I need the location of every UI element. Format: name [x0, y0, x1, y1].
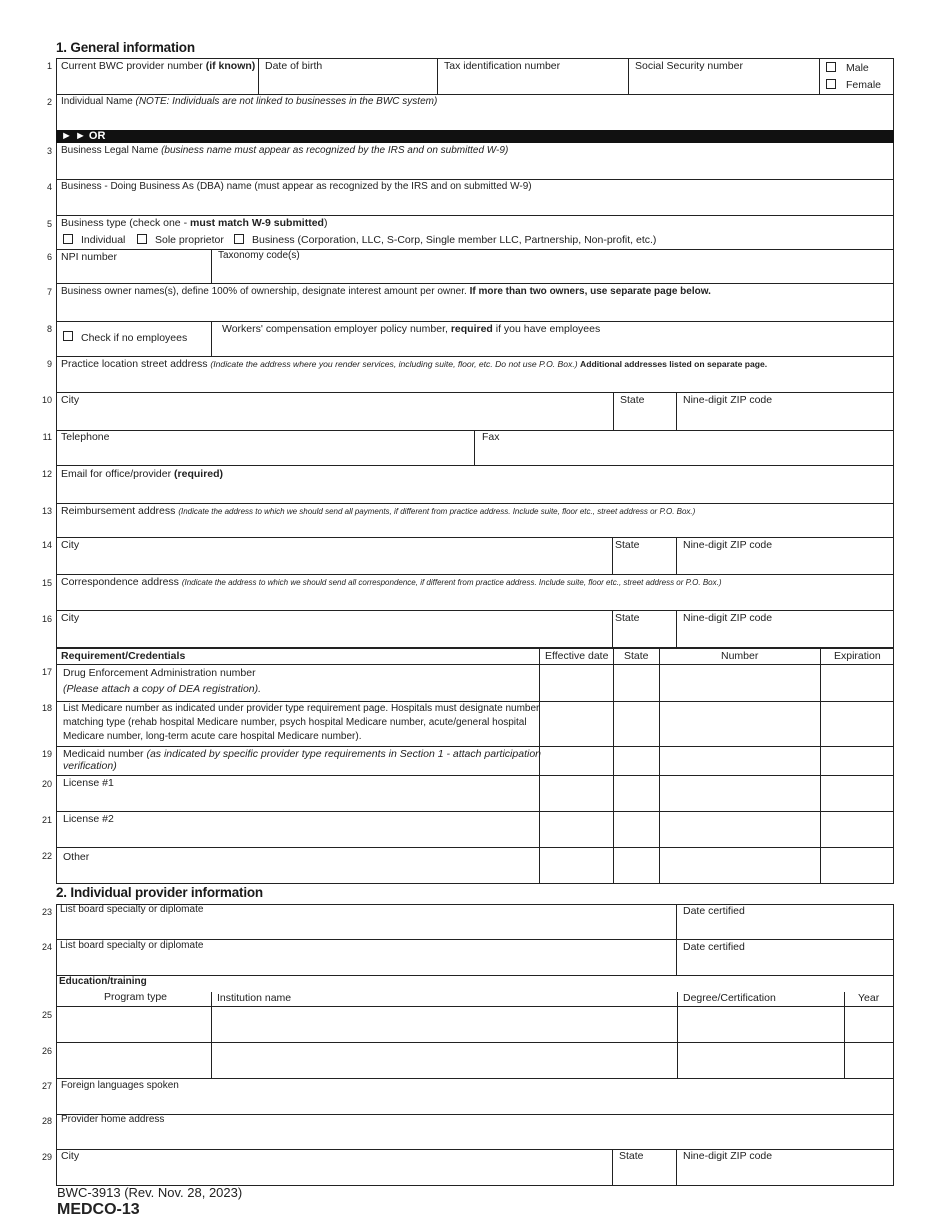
date-certified-2-field[interactable]: Date certified	[683, 941, 745, 953]
home-state-field[interactable]: State	[619, 1150, 644, 1162]
female-checkbox[interactable]	[826, 79, 836, 89]
provider-home-address-field[interactable]: Provider home address	[61, 1114, 165, 1125]
date-certified-1-field[interactable]: Date certified	[683, 905, 745, 917]
home-zip-field[interactable]: Nine-digit ZIP code	[683, 1150, 773, 1162]
other-credential-row: Other	[63, 851, 90, 863]
sole-proprietor-checkbox[interactable]	[137, 234, 147, 244]
program-type-1-input[interactable]	[57, 1007, 210, 1041]
institution-1-input[interactable]	[212, 1007, 676, 1041]
correspondence-city-field[interactable]: City	[61, 612, 80, 624]
business-legal-name-field[interactable]: Business Legal Name (business name must appear as recognized by the IRS and on submitted W-9)	[61, 145, 509, 156]
medicare-number-row: List Medicare number as indicated under provider type requirement page. Hospitals must designate number	[63, 703, 540, 714]
education-title: Education/training	[59, 976, 147, 987]
institution-header: Institution name	[217, 992, 292, 1004]
no-employees-checkbox[interactable]	[63, 331, 73, 341]
form-code: MEDCO-13	[57, 1201, 140, 1218]
npi-number-field[interactable]: NPI number	[61, 251, 118, 263]
board-specialty-2-field[interactable]: List board specialty or diplomate	[60, 940, 204, 951]
provider-number-field[interactable]: Current BWC provider number (if known)	[61, 60, 256, 72]
reimbursement-zip-field[interactable]: Nine-digit ZIP code	[683, 539, 773, 551]
practice-city-field[interactable]: City	[61, 394, 80, 406]
business-checkbox[interactable]	[234, 234, 244, 244]
female-label: Female	[846, 79, 882, 91]
dba-name-field[interactable]: Business - Doing Business As (DBA) name (must appear as recognized by the IRS and on submitted W-9)	[61, 181, 532, 192]
foreign-languages-field[interactable]: Foreign languages spoken	[61, 1080, 179, 1091]
business-type-label: Business type (check one - must match W-9 submitted)	[61, 217, 328, 229]
degree-2-input[interactable]	[678, 1043, 843, 1078]
practice-state-field[interactable]: State	[620, 394, 645, 406]
dea-number-row: Drug Enforcement Administration number	[63, 667, 256, 679]
reimbursement-state-field[interactable]: State	[615, 539, 640, 551]
email-field[interactable]: Email for office/provider (required)	[61, 468, 224, 480]
year-2-input[interactable]	[845, 1043, 893, 1078]
program-type-2-input[interactable]	[57, 1043, 210, 1078]
home-city-field[interactable]: City	[61, 1150, 80, 1162]
date-of-birth-field[interactable]: Date of birth	[265, 60, 323, 72]
credentials-header: Requirement/Credentials	[61, 650, 186, 662]
practice-zip-field[interactable]: Nine-digit ZIP code	[683, 394, 773, 406]
year-1-input[interactable]	[845, 1007, 893, 1041]
form-number: BWC-3913 (Rev. Nov. 28, 2023)	[57, 1185, 243, 1200]
correspondence-zip-field[interactable]: Nine-digit ZIP code	[683, 612, 773, 624]
board-specialty-1-field[interactable]: List board specialty or diplomate	[60, 904, 204, 915]
individual-checkbox[interactable]	[63, 234, 73, 244]
telephone-field[interactable]: Telephone	[61, 431, 110, 443]
degree-header: Degree/Certification	[683, 992, 776, 1004]
program-type-header: Program type	[104, 991, 168, 1003]
or-divider-bar: ► ► OR	[56, 130, 894, 143]
practice-address-field[interactable]: Practice location street address (Indicate the address where you render services, including suite, floor, etc. Do not use P.O. Box.) Additional addresses listed on separate page.	[61, 358, 768, 370]
male-checkbox[interactable]	[826, 62, 836, 72]
state-header: State	[624, 650, 649, 662]
medicaid-number-row: Medicaid number (as indicated by specific provider type requirements in Section 1 - attach participation	[63, 748, 542, 760]
expiration-header: Expiration	[834, 650, 881, 662]
year-header: Year	[858, 992, 880, 1004]
male-label: Male	[846, 62, 869, 74]
reimbursement-address-field[interactable]: Reimbursement address (Indicate the address to which we should send all payments, if different from practice address. Include suite, floor etc., street address or P.O. Box.)	[61, 505, 696, 517]
degree-1-input[interactable]	[678, 1007, 843, 1041]
section-2-title: 2. Individual provider information	[56, 885, 263, 900]
ssn-field[interactable]: Social Security number	[635, 60, 743, 72]
individual-name-field[interactable]: Individual Name (NOTE: Individuals are not linked to businesses in the BWC system)	[61, 96, 438, 107]
correspondence-address-field[interactable]: Correspondence address (Indicate the address to which we should send all correspondence, if different from practice address. Include suite, floor etc., street address or P.O. Box.)	[61, 576, 722, 588]
license-2-row: License #2	[63, 813, 114, 825]
tax-id-field[interactable]: Tax identification number	[444, 60, 561, 72]
correspondence-state-field[interactable]: State	[615, 612, 640, 624]
business-owner-names-field[interactable]: Business owner names(s), define 100% of ownership, designate interest amount per owner. If more than two owners, use separate page below.	[61, 286, 711, 297]
effective-date-header: Effective date	[545, 650, 609, 662]
number-header: Number	[721, 650, 759, 662]
institution-2-input[interactable]	[212, 1043, 676, 1078]
reimbursement-city-field[interactable]: City	[61, 539, 80, 551]
row-number: 1	[46, 61, 52, 71]
license-1-row: License #1	[63, 777, 114, 789]
fax-field[interactable]: Fax	[482, 431, 500, 443]
section-1-title: 1. General information	[56, 40, 195, 55]
taxonomy-code-field[interactable]: Taxonomy code(s)	[218, 250, 300, 261]
employer-policy-number-field[interactable]: Workers' compensation employer policy number, required if you have employees	[222, 323, 601, 335]
